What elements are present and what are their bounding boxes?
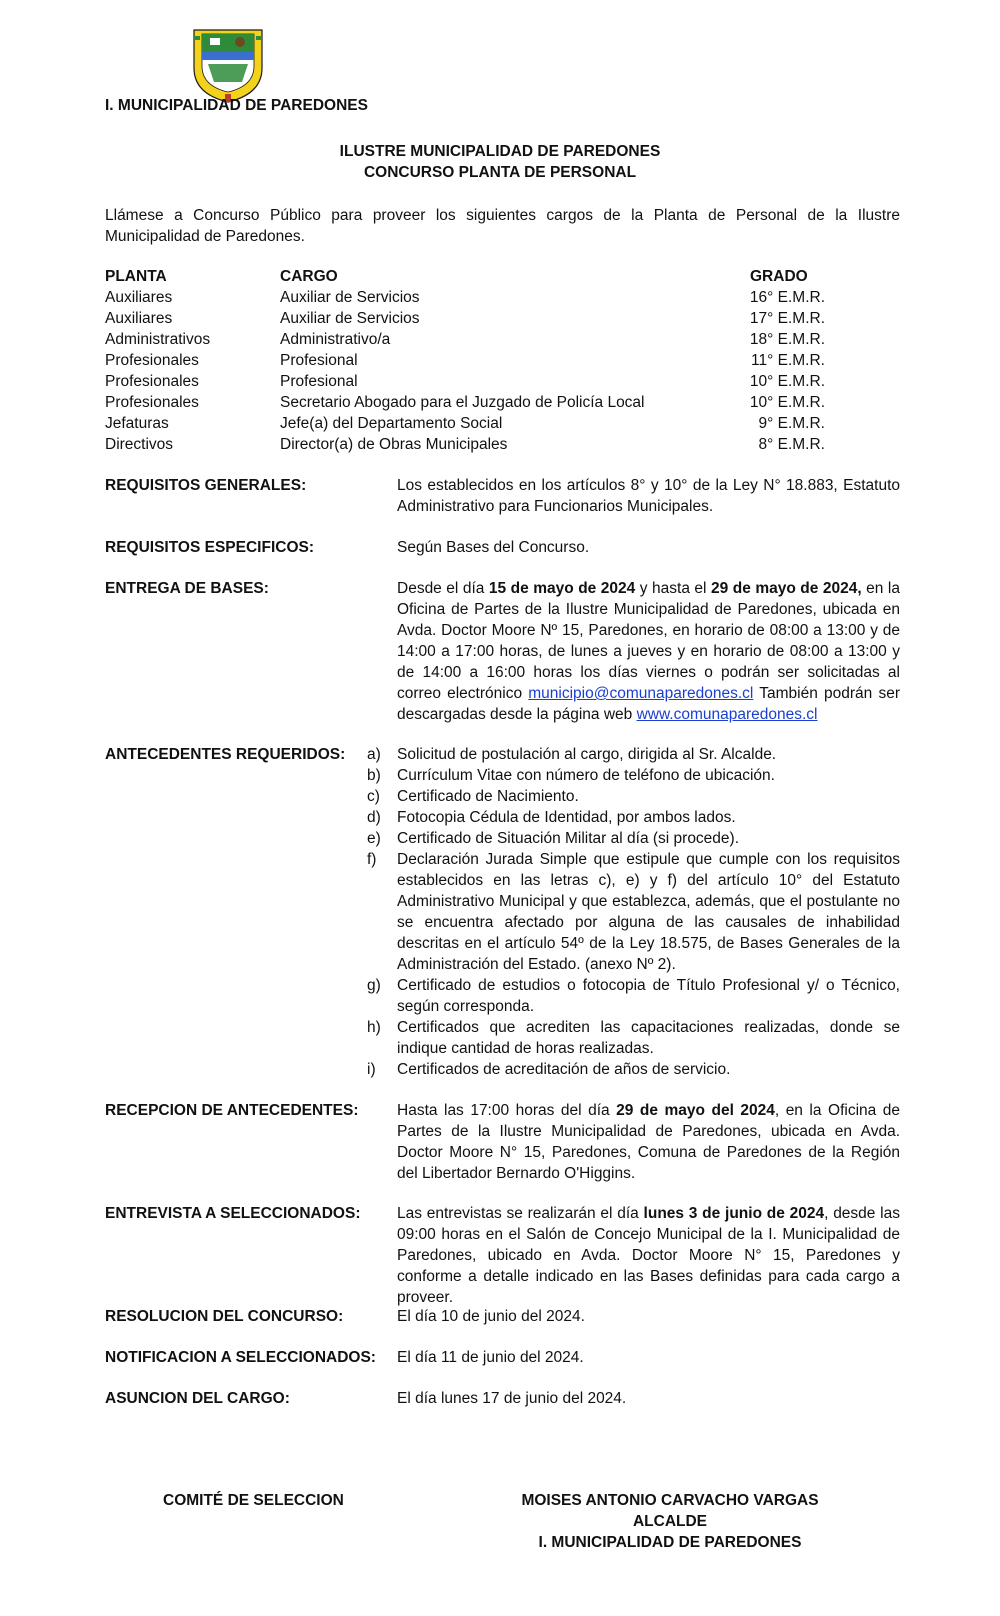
signature-title: ALCALDE — [632, 1513, 708, 1530]
cargo-cell: Profesional — [280, 373, 358, 390]
list-item-text: Certificados que acrediten las capacitaciones realizadas, donde se indique cantidad de horas realizadas. — [397, 1019, 900, 1057]
intro-paragraph: Llámese a Concurso Público para proveer los siguientes cargos de la Planta de Personal de la Ilustre Municipalidad de Paredones. — [105, 207, 900, 245]
signature-committee: COMITÉ DE SELECCION — [163, 1492, 344, 1509]
cargo-cell: Administrativo/a — [280, 331, 391, 348]
notificacion-label: NOTIFICACION A SELECCIONADOS: — [105, 1349, 376, 1366]
recepcion-label: RECEPCION DE ANTECEDENTES: — [105, 1102, 359, 1119]
entrevista-label: ENTREVISTA A SELECCIONADOS: — [105, 1205, 361, 1222]
resolucion-label: RESOLUCION DEL CONCURSO: — [105, 1308, 344, 1325]
cargo-cell: Auxiliar de Servicios — [280, 289, 420, 306]
cargo-cell: Profesional — [280, 352, 358, 369]
grado-cell: 10° E.M.R. — [749, 394, 825, 411]
list-item-text: Currículum Vitae con número de teléfono de ubicación. — [397, 767, 775, 784]
grado-cell: 17° E.M.R. — [749, 310, 825, 327]
list-item-letter: i) — [367, 1061, 376, 1078]
list-item-letter: c) — [367, 788, 380, 805]
table-row — [105, 371, 825, 392]
planta-cell: Profesionales — [105, 373, 199, 390]
cargo-cell: Secretario Abogado para el Juzgado de Policía Local — [280, 394, 645, 411]
planta-cell: Directivos — [105, 436, 174, 453]
grado-cell: 10° E.M.R. — [749, 373, 825, 390]
header-grado: GRADO — [750, 268, 808, 285]
table-row — [105, 434, 825, 455]
table-header — [105, 266, 825, 287]
asuncion-label: ASUNCION DEL CARGO: — [105, 1390, 290, 1407]
asuncion-text: El día lunes 17 de junio del 2024. — [397, 1390, 627, 1407]
cargo-cell: Jefe(a) del Departamento Social — [280, 415, 503, 432]
signature-name: MOISES ANTONIO CARVACHO VARGAS — [521, 1492, 819, 1509]
list-item-text: Solicitud de postulación al cargo, dirigida al Sr. Alcalde. — [397, 746, 777, 763]
planta-cell: Jefaturas — [105, 415, 169, 432]
list-item-letter: f) — [367, 851, 377, 868]
planta-cell: Administrativos — [105, 331, 211, 348]
email-link[interactable]: municipio@comunaparedones.cl — [528, 685, 754, 702]
entrega-bases-label: ENTREGA DE BASES: — [105, 580, 269, 597]
header-cargo: CARGO — [280, 268, 338, 285]
notificacion-text: El día 11 de junio del 2024. — [397, 1349, 584, 1366]
entrevista-text: Las entrevistas se realizarán el día lunes 3 de junio de 2024, desde las 09:00 horas en el Salón de Concejo Municipal de la I. Municipalidad de Paredones, ubicado en Avda. Doctor Moore N° 15, Paredones y conforme a detalle indicado en las Bases definidas para cada cargo a proveer. — [397, 1205, 900, 1306]
list-item-text: Certificado de Situación Militar al día (si procede). — [397, 830, 740, 847]
grado-cell: 16° E.M.R. — [749, 289, 825, 306]
cargo-cell: Auxiliar de Servicios — [280, 310, 420, 327]
list-item-text: Fotocopia Cédula de Identidad, por ambos lados. — [397, 809, 736, 826]
municipal-coat-of-arms-logo — [190, 24, 266, 104]
requisitos-especificos-text: Según Bases del Concurso. — [397, 539, 590, 556]
list-item-letter: h) — [367, 1019, 381, 1036]
list-item-text: Certificado de estudios o fotocopia de Título Profesional y/ o Técnico, según corresponda. — [397, 977, 900, 1015]
list-item-text: Declaración Jurada Simple que estipule que cumple con los requisitos establecidos en las letras c), e) y f) del artículo 10° del Estatuto Administrativo Municipal y que establezca, además, que el postulante no se encuentra afectado por alguna de las causales de inhabilidad descritas en el artículo 54º de la Ley 18.575, de Bases Generales de la Administración del Estado. (anexo Nº 2). — [397, 851, 900, 973]
header-organization: I. MUNICIPALIDAD DE PAREDONES — [105, 97, 368, 114]
entrega-bases-text: Desde el día 15 de mayo de 2024 y hasta el 29 de mayo de 2024, en la Oficina de Partes de la Ilustre Municipalidad de Paredones, ubicada en Avda. Doctor Moore Nº 15, Paredones, en horario de 08:00 a 13:00 y de 14:00 a 17:00 horas, de lunes a jueves y en horario de 08:00 a 13:00 y de 14:00 a 16:00 horas los días viernes o podrán ser solicitadas al correo electrónico municipio@comunaparedones.cl También podrán ser descargadas desde la página web www.comunaparedones.cl — [397, 580, 900, 723]
list-item-letter: g) — [367, 977, 381, 994]
requisitos-especificos-label: REQUISITOS ESPECIFICOS: — [105, 539, 315, 556]
table-row — [105, 308, 825, 329]
resolucion-text: El día 10 de junio del 2024. — [397, 1308, 585, 1325]
header-planta: PLANTA — [105, 268, 167, 285]
planta-cell: Profesionales — [105, 394, 199, 411]
grado-cell: 8° E.M.R. — [758, 436, 825, 453]
table-row — [105, 392, 825, 413]
cargo-cell: Director(a) de Obras Municipales — [280, 436, 508, 453]
list-item-letter: e) — [367, 830, 381, 847]
requisitos-generales-text: Los establecidos en los artículos 8° y 10° de la Ley N° 18.883, Estatuto Administrativo para Funcionarios Municipales. — [397, 477, 900, 515]
title-line-2: CONCURSO PLANTA DE PERSONAL — [363, 164, 637, 181]
list-item-text: Certificados de acreditación de años de servicio. — [397, 1061, 731, 1078]
table-row — [105, 329, 825, 350]
signature-organization: I. MUNICIPALIDAD DE PAREDONES — [538, 1534, 802, 1551]
antecedentes-label: ANTECEDENTES REQUERIDOS: — [105, 746, 346, 763]
table-row — [105, 413, 825, 434]
table-row — [105, 287, 825, 308]
title-line-1: ILUSTRE MUNICIPALIDAD DE PAREDONES — [339, 143, 661, 160]
grado-cell: 11° E.M.R. — [751, 352, 825, 369]
planta-cell: Auxiliares — [105, 289, 173, 306]
recepcion-text: Hasta las 17:00 horas del día 29 de mayo del 2024, en la Oficina de Partes de la Ilustre Municipalidad de Paredones, ubicada en Avda. Doctor Moore N° 15, Paredones, Comuna de Paredones de la Región del Libertador Bernardo O'Higgins. — [397, 1102, 900, 1182]
list-item-letter: b) — [367, 767, 381, 784]
grado-cell: 9° E.M.R. — [758, 415, 825, 432]
website-link[interactable]: www.comunaparedones.cl — [636, 706, 818, 723]
grado-cell: 18° E.M.R. — [749, 331, 825, 348]
list-item-letter: d) — [367, 809, 381, 826]
planta-cell: Profesionales — [105, 352, 199, 369]
table-row — [105, 350, 825, 371]
list-item-text: Certificado de Nacimiento. — [397, 788, 579, 805]
list-item-letter: a) — [367, 746, 381, 763]
requisitos-generales-label: REQUISITOS GENERALES: — [105, 477, 307, 494]
planta-cell: Auxiliares — [105, 310, 173, 327]
